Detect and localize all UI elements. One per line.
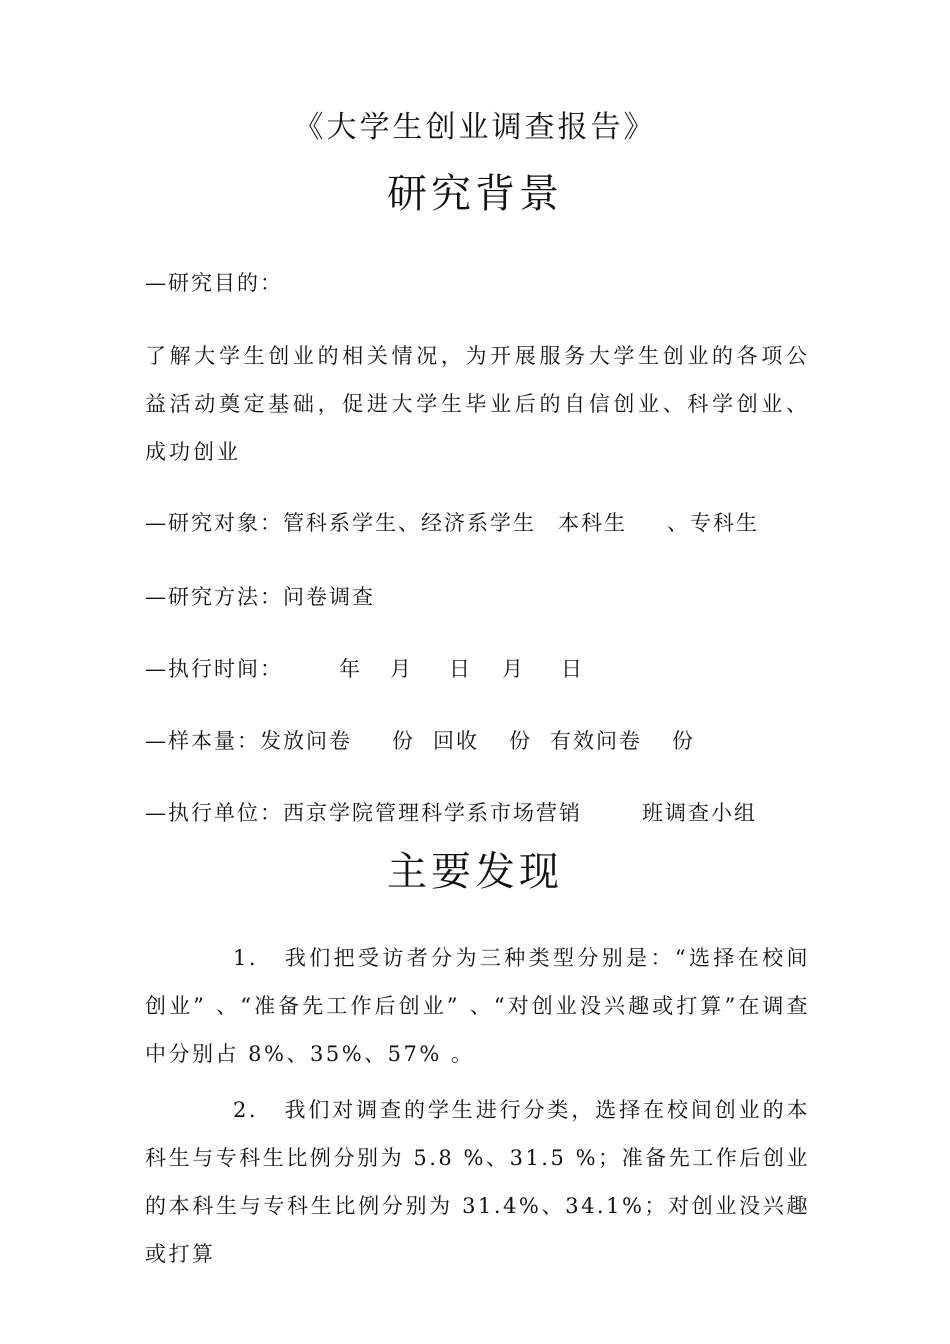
time-month2: 月 [502,657,525,681]
unit-label: —执行单位： [145,801,283,825]
time-year: 年 [339,657,362,681]
method-label: —研究方法： [145,585,283,609]
document-title: 《大学生创业调查报告》 [293,110,657,145]
findings-heading: 主要发现 [387,849,563,895]
sample-unit1: 份 [392,729,415,753]
finding-2-number: 2. [233,1098,259,1122]
subjects-part3: 、专科生 [667,511,759,535]
unit-value2: 班调查小组 [642,801,757,825]
time-line [145,654,584,684]
unit-line [145,798,757,828]
finding-2-text: 我们对调查的学生进行分类，选择在校间创业的本科生与专科生比例分别为 5.8 %、31.5 %；准备先工作后创业的本科生与专科生比例分别为 31.4%、34.1%；对创业没兴趣或打算 [145,1098,810,1266]
sample-issued: 发放问卷 [260,729,352,753]
method-line [145,582,375,612]
sample-returned: 回收 [433,729,479,753]
background-heading: 研究背景 [387,171,563,217]
purpose-text: 了解大学生创业的相关情况，为开展服务大学生创业的各项公益活动奠定基础，促进大学生毕业后的自信创业、科学创业、成功创业 [145,344,810,464]
sample-line [145,726,695,756]
time-day1: 日 [449,657,472,681]
finding-2 [145,1086,810,1278]
subjects-line [145,508,759,538]
time-month1: 月 [390,657,413,681]
method-value: 问卷调查 [283,585,375,609]
sample-valid: 有效问卷 [550,729,642,753]
sample-label: —样本量： [145,729,260,753]
sample-unit3: 份 [672,729,695,753]
subjects-label: —研究对象： [145,511,283,535]
time-label: —执行时间： [145,657,283,681]
time-day2: 日 [561,657,584,681]
subjects-part1: 管科系学生、经济系学生 [283,511,536,535]
purpose-label: —研究目的： [145,271,283,295]
finding-1 [145,934,810,1078]
sample-unit2: 份 [509,729,532,753]
finding-1-text: 我们把受访者分为三种类型分别是：“选择在校间创业” 、“准备先工作后创业” 、“对创业没兴趣或打算”在调查中分别占 8%、35%、57% 。 [145,946,810,1066]
finding-1-number: 1. [233,946,259,970]
unit-value1: 西京学院管理科学系市场营销 [283,801,582,825]
subjects-part2: 本科生 [558,511,627,535]
